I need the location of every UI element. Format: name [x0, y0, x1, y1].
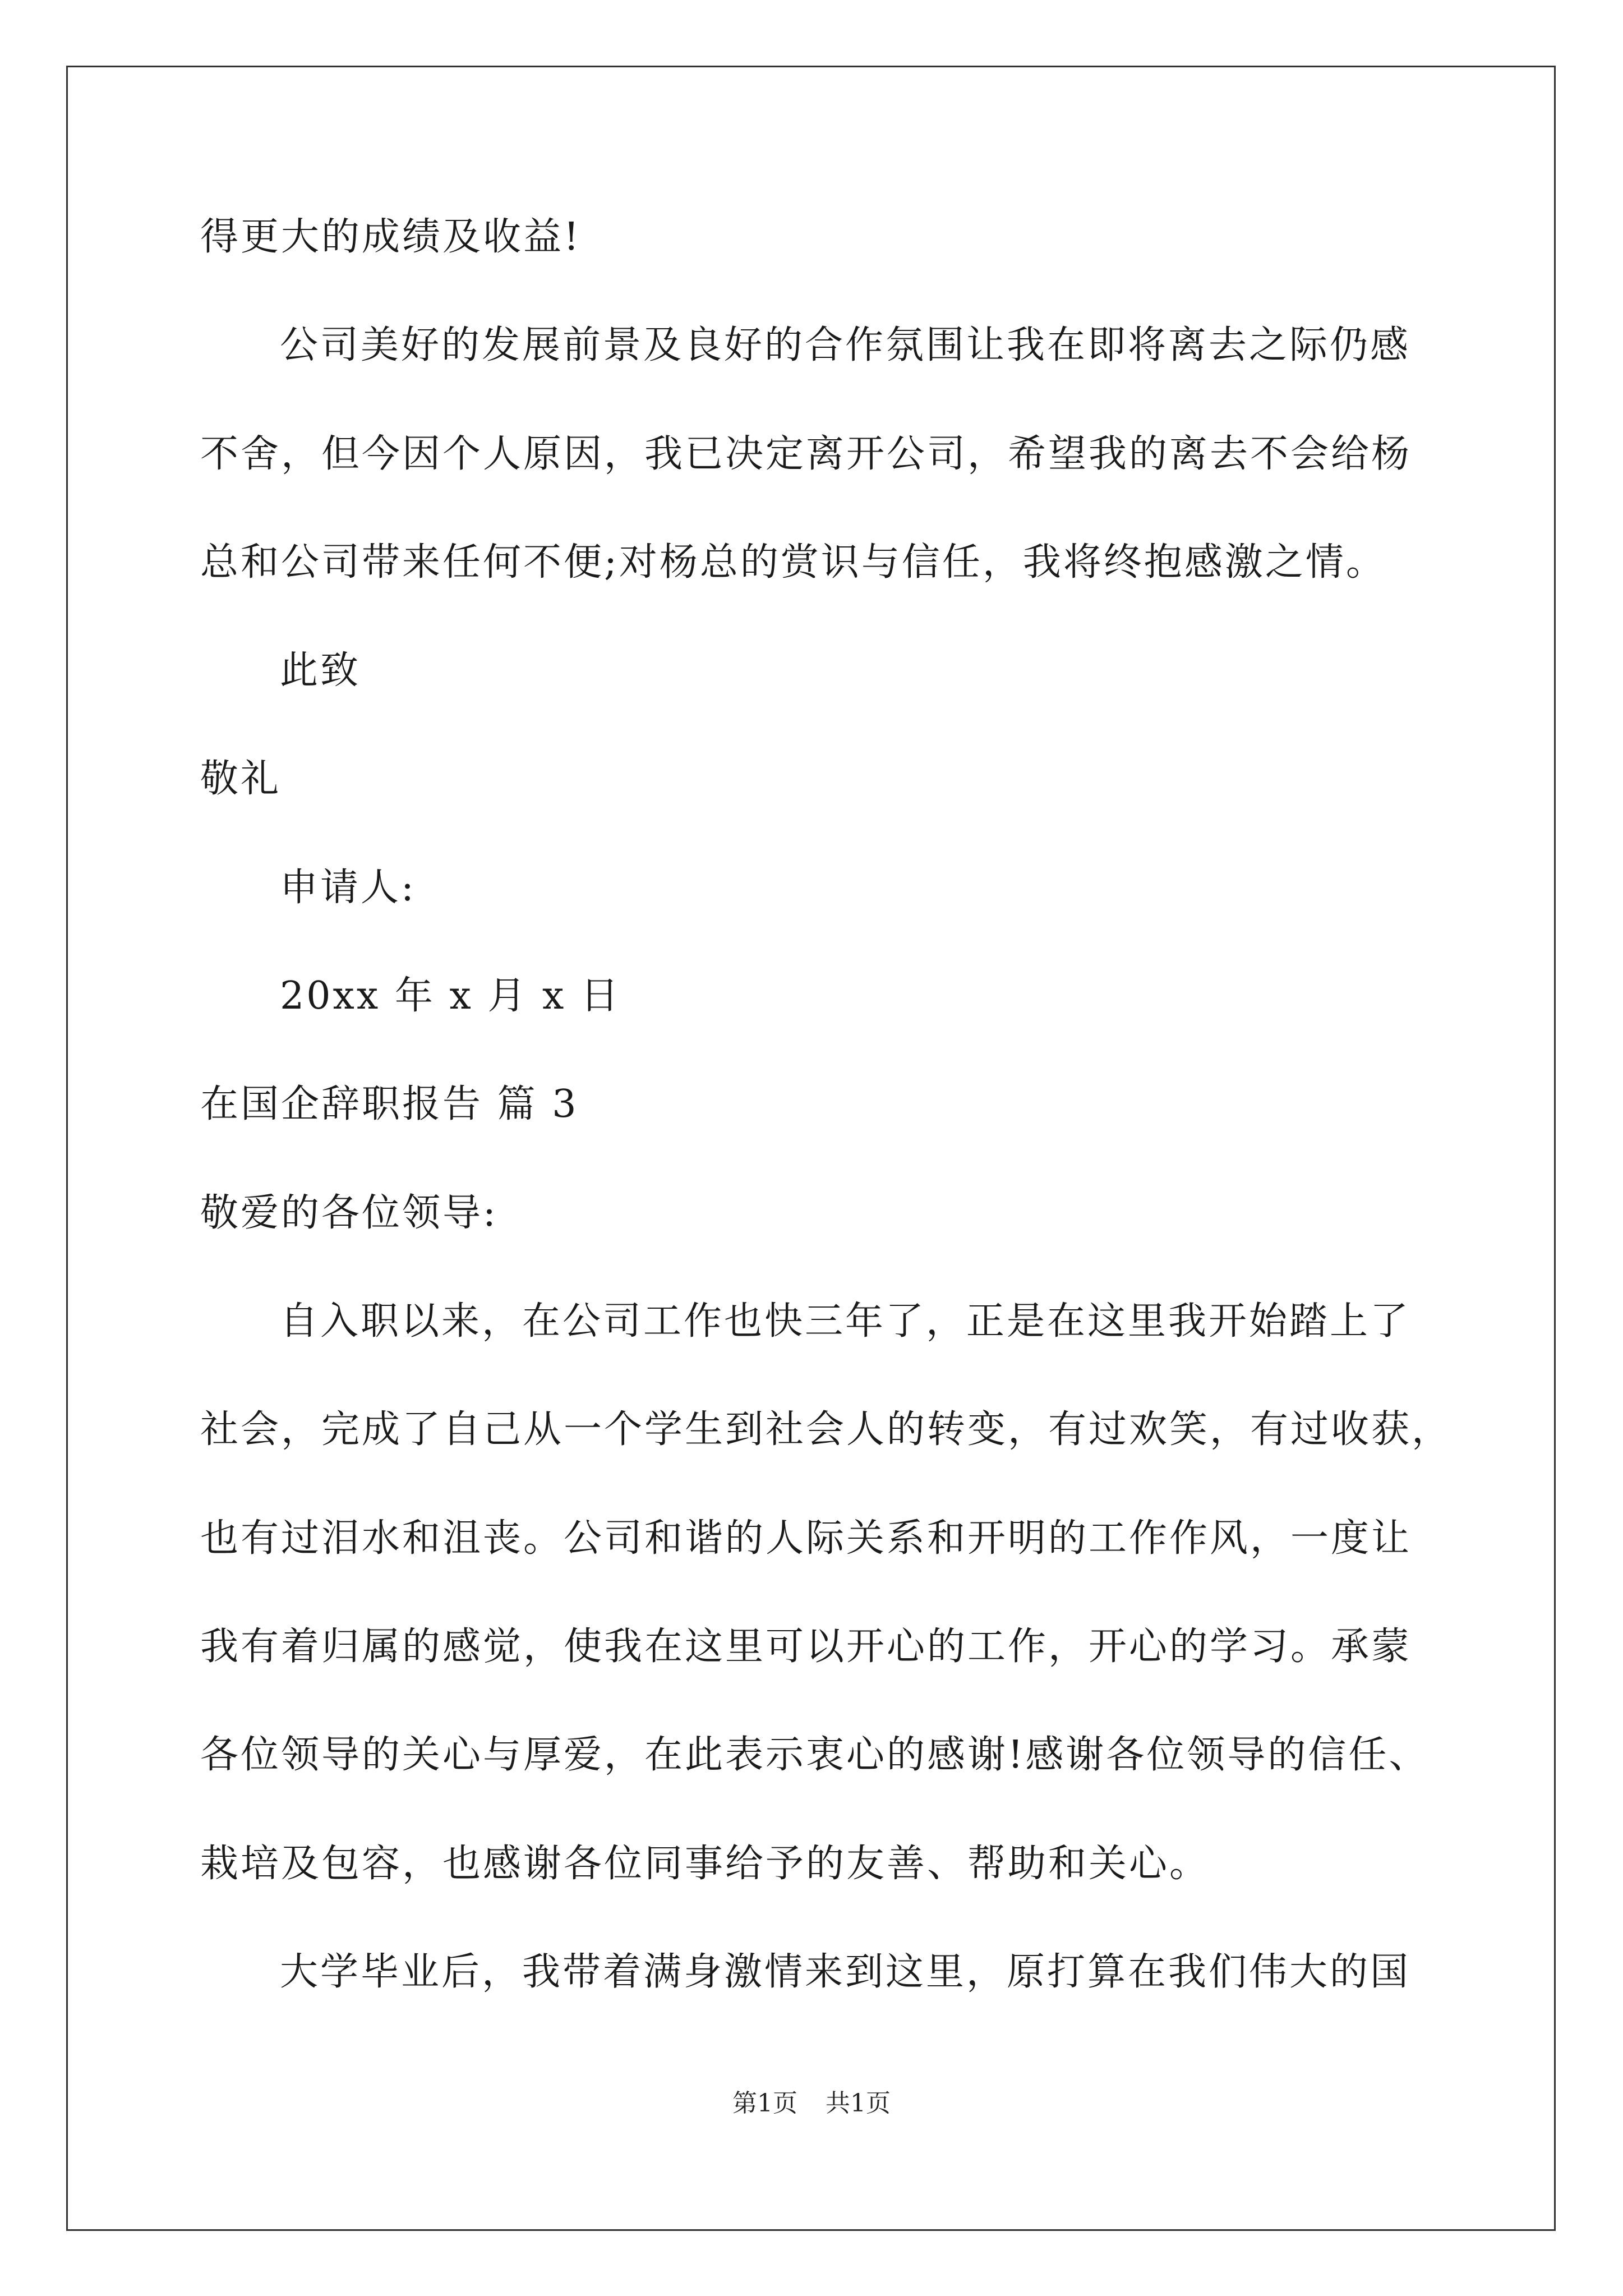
- text-line: 也有过泪水和沮丧。公司和谐的人际关系和开明的工作作风，一度让: [200, 1516, 1412, 1561]
- applicant-label: 申请人:: [280, 866, 416, 910]
- text-line: 我有着归属的感觉，使我在这里可以开心的工作，开心的学习。承蒙: [200, 1625, 1412, 1669]
- section-title: 在国企辞职报告 篇 3: [200, 1082, 579, 1126]
- text-line: 公司美好的发展前景及良好的合作氛围让我在即将离去之际仍感: [280, 323, 1411, 367]
- page-number-current: 第1页: [732, 2089, 797, 2118]
- text-line: 不舍，但今因个人原因，我已决定离开公司，希望我的离去不会给杨: [200, 432, 1412, 476]
- greeting: 敬爱的各位领导:: [200, 1191, 498, 1235]
- text-line: 自入职以来，在公司工作也快三年了，正是在这里我开始踏上了: [280, 1299, 1411, 1343]
- text-line: 社会，完成了自己从一个学生到社会人的转变，有过欢笑，有过收获，: [200, 1407, 1453, 1452]
- page-number-total: 共1页: [826, 2089, 891, 2118]
- text-line: 栽培及包容，也感谢各位同事给予的友善、帮助和关心。: [200, 1842, 1210, 1886]
- text-line: 各位领导的关心与厚爱，在此表示衷心的感谢!感谢各位领导的信任、: [200, 1733, 1430, 1777]
- closing-salutation: 此致: [280, 648, 361, 693]
- text-line: 总和公司带来任何不便;对杨总的赏识与信任，我将终抱感激之情。: [200, 540, 1386, 585]
- page-border: [66, 66, 1556, 2231]
- text-line: 大学毕业后，我带着满身激情来到这里，原打算在我们伟大的国: [280, 1950, 1411, 1994]
- date-line: 20xx 年 x 月 x 日: [280, 974, 621, 1018]
- text-line: 得更大的成绩及收益!: [200, 215, 582, 259]
- closing-regards: 敬礼: [200, 757, 282, 801]
- page-footer: [0, 2087, 1623, 2120]
